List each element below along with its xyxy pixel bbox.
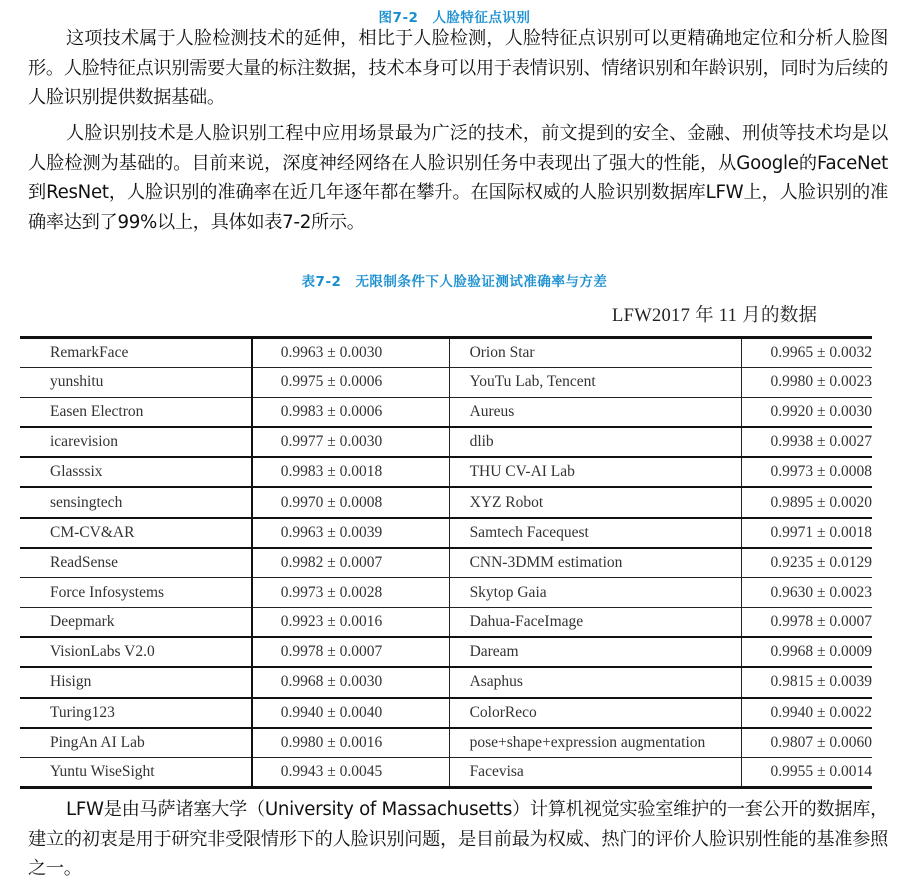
- table-row: [20, 667, 872, 697]
- accuracy-value: 0.9815 ± 0.0039: [742, 667, 872, 697]
- team-name: ReadSense: [20, 548, 252, 578]
- team-name: icarevision: [20, 427, 252, 457]
- team-name: sensingtech: [20, 487, 252, 517]
- table-caption-title: 无限制条件下人脸验证测试准确率与方差: [355, 274, 608, 290]
- accuracy-value: 0.9968 ± 0.0009: [742, 637, 872, 667]
- figure-caption-number: 图7-2: [378, 10, 419, 26]
- team-name: Dahua-FaceImage: [449, 607, 742, 637]
- accuracy-value: 0.9977 ± 0.0030: [252, 427, 449, 457]
- team-name: Samtech Facequest: [449, 518, 742, 548]
- accuracy-value: 0.9980 ± 0.0023: [742, 368, 872, 397]
- figure-caption-title: 人脸特征点识别: [432, 10, 531, 26]
- accuracy-value: 0.9973 ± 0.0008: [742, 457, 872, 487]
- table-row: [20, 548, 872, 578]
- accuracy-value: 0.9968 ± 0.0030: [252, 667, 449, 697]
- accuracy-value: 0.9955 ± 0.0014: [742, 758, 872, 788]
- table-caption-number: 表7-2: [301, 274, 342, 290]
- table-caption: [0, 270, 909, 290]
- team-name: YouTu Lab, Tencent: [449, 368, 742, 397]
- team-name: CNN-3DMM estimation: [449, 548, 742, 578]
- table-row: [20, 487, 872, 517]
- paragraph-landmark-detection: 这项技术属于人脸检测技术的延伸，相比于人脸检测，人脸特征点识别可以更精确地定位和分析人脸图形。人脸特征点识别需要大量的标注数据，技术本身可以用于表情识别、情绪识别和年龄识别，同时为后续的人脸识别提供数据基础。: [28, 28, 888, 108]
- team-name: VisionLabs V2.0: [20, 637, 252, 667]
- team-name: Yuntu WiseSight: [20, 758, 252, 788]
- team-name: Glasssix: [20, 457, 252, 487]
- team-name: Asaphus: [449, 667, 742, 697]
- accuracy-value: 0.9978 ± 0.0007: [252, 637, 449, 667]
- table-row: [20, 578, 872, 607]
- team-name: Force Infosystems: [20, 578, 252, 607]
- team-name: Hisign: [20, 667, 252, 697]
- team-name: PingAn AI Lab: [20, 728, 252, 758]
- table-row: [20, 457, 872, 487]
- team-name: Daream: [449, 637, 742, 667]
- accuracy-value: 0.9970 ± 0.0008: [252, 487, 449, 517]
- accuracy-value: 0.9630 ± 0.0023: [742, 578, 872, 607]
- table-row: [20, 368, 872, 397]
- accuracy-value: 0.9807 ± 0.0060: [742, 728, 872, 758]
- team-name: pose+shape+expression augmentation: [449, 728, 742, 758]
- accuracy-value: 0.9983 ± 0.0018: [252, 457, 449, 487]
- table-row: [20, 637, 872, 667]
- accuracy-value: 0.9235 ± 0.0129: [742, 548, 872, 578]
- table-note: LFW2017 年 11 月的数据: [612, 306, 818, 326]
- table-row: [20, 607, 872, 637]
- accuracy-value: 0.9971 ± 0.0018: [742, 518, 872, 548]
- accuracy-value: 0.9963 ± 0.0039: [252, 518, 449, 548]
- accuracy-value: 0.9940 ± 0.0022: [742, 698, 872, 728]
- team-name: dlib: [449, 427, 742, 457]
- team-name: XYZ Robot: [449, 487, 742, 517]
- table-row: [20, 758, 872, 788]
- accuracy-value: 0.9943 ± 0.0045: [252, 758, 449, 788]
- team-name: CM-CV&AR: [20, 518, 252, 548]
- accuracy-value: 0.9895 ± 0.0020: [742, 487, 872, 517]
- accuracy-value: 0.9973 ± 0.0028: [252, 578, 449, 607]
- accuracy-value: 0.9940 ± 0.0040: [252, 698, 449, 728]
- accuracy-value: 0.9920 ± 0.0030: [742, 397, 872, 427]
- team-name: Deepmark: [20, 607, 252, 637]
- table-row: [20, 427, 872, 457]
- accuracy-value: 0.9983 ± 0.0006: [252, 397, 449, 427]
- table-row: [20, 728, 872, 758]
- paragraph-lfw-description: LFW是由马萨诸塞大学（University of Massachusetts）计算机视觉实验室维护的一套公开的数据库，建立的初衷是用于研究非受限情形下的人脸识别问题，是目前最为权威、热门的评价人脸识别性能的基准参照之一。: [28, 799, 888, 879]
- team-name: Turing123: [20, 698, 252, 728]
- accuracy-value: 0.9980 ± 0.0016: [252, 728, 449, 758]
- lfw-accuracy-table: [20, 336, 872, 789]
- table-row: [20, 698, 872, 728]
- team-name: Aureus: [449, 397, 742, 427]
- team-name: ColorReco: [449, 698, 742, 728]
- accuracy-value: 0.9975 ± 0.0006: [252, 368, 449, 397]
- accuracy-value: 0.9982 ± 0.0007: [252, 548, 449, 578]
- accuracy-value: 0.9963 ± 0.0030: [252, 338, 449, 368]
- team-name: RemarkFace: [20, 338, 252, 368]
- team-name: Facevisa: [449, 758, 742, 788]
- team-name: Easen Electron: [20, 397, 252, 427]
- accuracy-value: 0.9965 ± 0.0032: [742, 338, 872, 368]
- accuracy-value: 0.9923 ± 0.0016: [252, 607, 449, 637]
- team-name: Orion Star: [449, 338, 742, 368]
- accuracy-value: 0.9938 ± 0.0027: [742, 427, 872, 457]
- accuracy-value: 0.9978 ± 0.0007: [742, 607, 872, 637]
- team-name: THU CV-AI Lab: [449, 457, 742, 487]
- paragraph-face-recognition: 人脸识别技术是人脸识别工程中应用场景最为广泛的技术，前文提到的安全、金融、刑侦等技术均是以人脸检测为基础的。目前来说，深度神经网络在人脸识别任务中表现出了强大的性能，从Google的FaceNet到ResNet，人脸识别的准确率在近几年逐年都在攀升。在国际权威的人脸识别数据库LFW上，人脸识别的准确率达到了99%以上，具体如表7-2所示。: [28, 123, 888, 233]
- team-name: yunshitu: [20, 368, 252, 397]
- figure-caption: [0, 6, 909, 26]
- team-name: Skytop Gaia: [449, 578, 742, 607]
- table-row: [20, 397, 872, 427]
- table-row: [20, 518, 872, 548]
- table-row: [20, 338, 872, 368]
